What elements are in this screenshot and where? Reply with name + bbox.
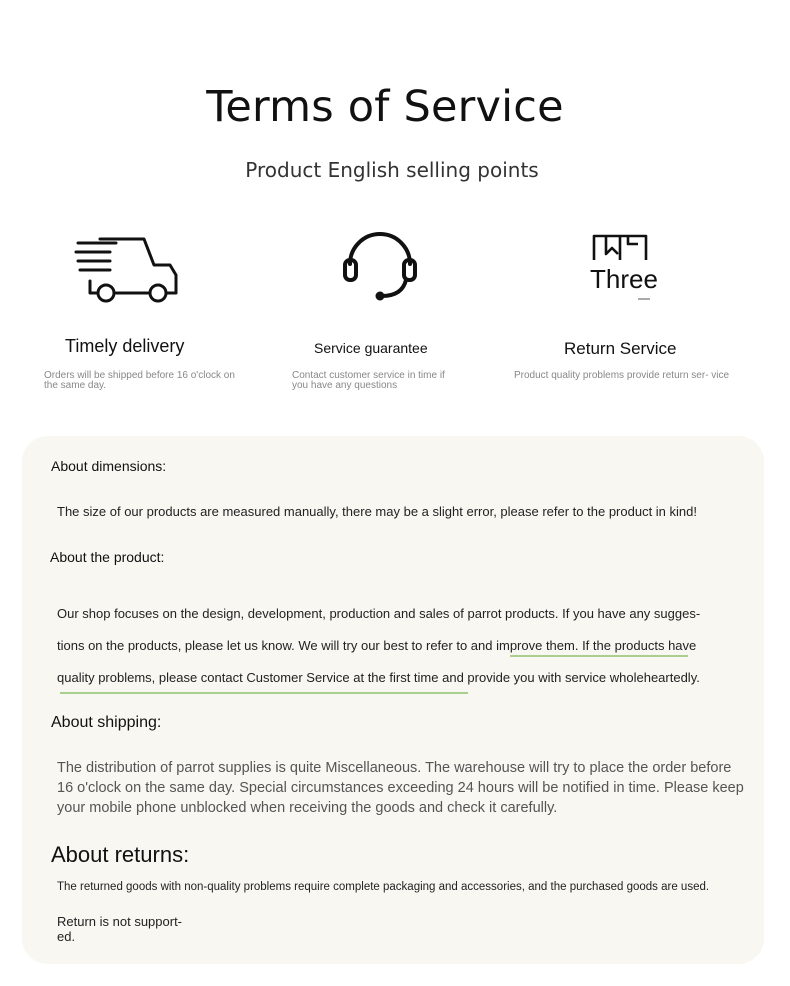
section-body-product: Our shop focuses on the design, development, production and sales of parrot products. If you have any sugges- tions on the products, please let us know. We will try our best to refer to and improve them. If the products have quality problems, please contact Customer Service at the first time and provide you with service wholeheartedly.	[57, 606, 701, 685]
headset-icon	[340, 228, 420, 303]
feature-title: Return Service	[564, 339, 677, 358]
section-note-returns: Return is not support- ed.	[57, 914, 183, 944]
return-box-icon	[592, 232, 648, 262]
page-subtitle: Product English selling points	[245, 158, 539, 182]
feature-title: Service guarantee	[314, 340, 428, 356]
return-box-icon-label: Three	[590, 264, 658, 294]
section-heading-returns: About returns:	[51, 842, 190, 867]
section-body-dimensions: The size of our products are measured manually, there may be a slight error, please refer to the product in kind!	[57, 504, 697, 519]
delivery-truck-icon	[74, 233, 184, 303]
icon-divider	[638, 298, 650, 300]
feature-title: Timely delivery	[65, 336, 185, 356]
section-body-returns: The returned goods with non-quality problems require complete packaging and accessories, and the purchased goods are used.	[57, 881, 710, 893]
accent-underline	[60, 692, 468, 694]
feature-description: Orders will be shipped before 16 o'clock on the same day.	[44, 370, 235, 391]
section-heading-product: About the product:	[50, 549, 165, 565]
accent-underline	[510, 655, 688, 657]
feature-description: Contact customer service in time if you have any questions	[292, 370, 445, 391]
feature-description: Product quality problems provide return ser- vice	[514, 370, 730, 381]
page-title: Terms of Service	[206, 82, 564, 132]
section-heading-dimensions: About dimensions:	[51, 458, 167, 474]
section-heading-shipping: About shipping:	[51, 714, 162, 731]
section-body-shipping: The distribution of parrot supplies is quite Miscellaneous. The warehouse will try to place the order before 16 o'clock on the same day. Special circumstances exceeding 24 hours will be notified in time. Please keep your mobile phone unblocked when receiving the goods and check it carefully.	[57, 760, 744, 816]
